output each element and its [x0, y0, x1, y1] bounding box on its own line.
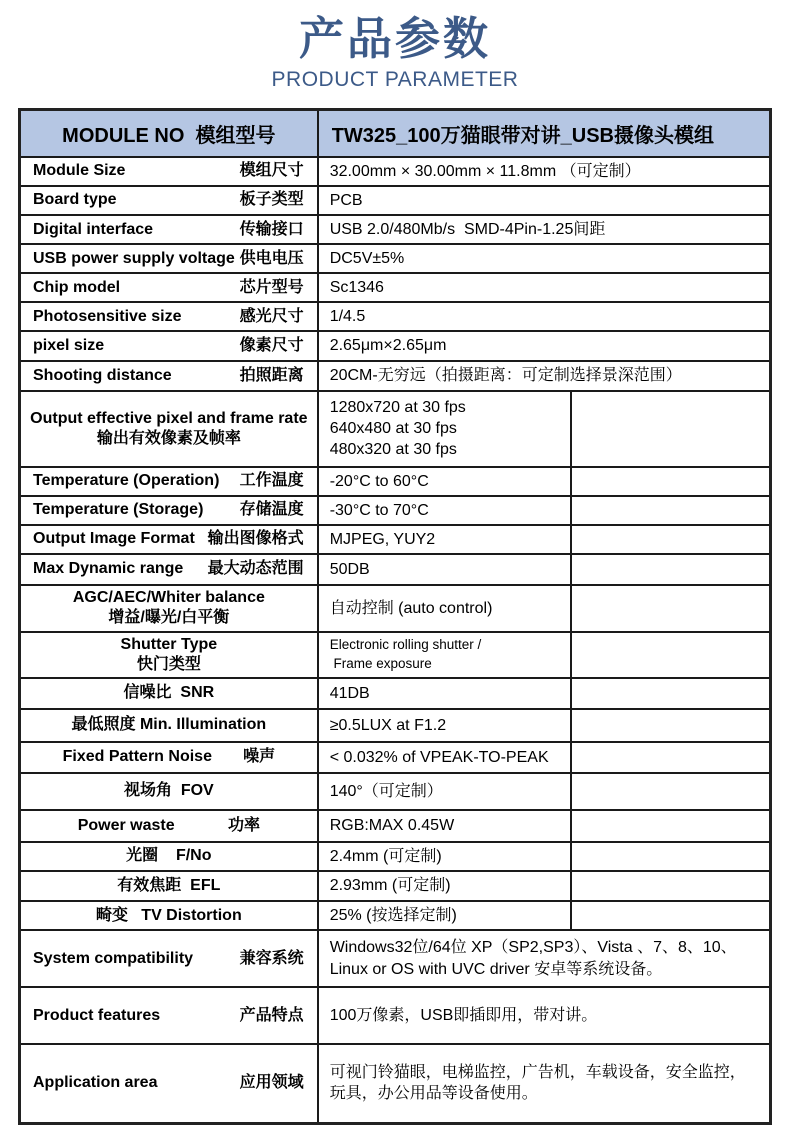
row-value-line: 可视门铃猫眼，电梯监控，广告机，车载设备，安全监控，	[329, 1064, 746, 1082]
row-value-line: 25% (按选择定制)	[329, 906, 457, 924]
table-row	[20, 742, 771, 773]
row-empty-cell	[571, 632, 771, 678]
row-value-cell	[318, 496, 571, 525]
row-label-primary: Photosensitive size	[33, 307, 182, 325]
row-value-line: PCB	[329, 191, 363, 209]
row-label-cell	[20, 1044, 318, 1123]
row-label-cell	[20, 496, 318, 525]
row-label-cell	[20, 525, 318, 554]
table-row	[20, 361, 771, 391]
row-value-cell	[318, 273, 771, 302]
row-empty-cell	[571, 496, 771, 525]
row-empty-cell	[571, 467, 771, 496]
row-value-line: 41DB	[329, 684, 370, 702]
row-label-primary: Fixed Pattern Noise 噪声	[62, 748, 276, 766]
row-label-secondary: 应用领域	[239, 1074, 304, 1092]
row-label-cell	[20, 554, 318, 585]
row-value-line: 140°（可定制）	[329, 782, 443, 800]
table-row	[20, 632, 771, 678]
row-label-secondary: 最大动态范围	[207, 560, 304, 578]
row-label-secondary: 供电电压	[239, 249, 304, 267]
row-label-secondary: 输出有效像素及帧率	[96, 429, 241, 447]
row-empty-cell	[571, 742, 771, 773]
row-value-cell	[318, 842, 571, 871]
row-label	[21, 336, 317, 356]
row-value-cell	[318, 157, 771, 186]
row-label	[21, 529, 317, 549]
row-value-line: MJPEG, YUY2	[329, 530, 436, 548]
row-label-primary: Shutter Type	[120, 635, 218, 653]
row-label-secondary: 快门类型	[136, 655, 201, 673]
row-label	[21, 161, 317, 181]
row-empty-cell	[571, 525, 771, 554]
row-empty-cell	[571, 678, 771, 709]
row-label-secondary: 输出图像格式	[207, 530, 304, 548]
table-header-row	[20, 109, 771, 157]
row-label-secondary: 像素尺寸	[239, 336, 304, 354]
row-label-cell	[20, 773, 318, 810]
row-empty-cell	[571, 585, 771, 632]
row-value-line: DC5V±5%	[329, 250, 405, 268]
row-value-line: 2.93mm (可定制)	[329, 877, 451, 895]
row-value-cell	[318, 361, 771, 391]
row-label	[21, 906, 317, 926]
row-label-primary: Shooting distance	[33, 366, 172, 384]
row-value-cell	[318, 585, 571, 632]
table-row	[20, 554, 771, 585]
row-value-cell	[318, 467, 571, 496]
row-value-cell	[318, 302, 771, 331]
row-label	[21, 683, 317, 703]
row-label	[21, 846, 317, 866]
row-label-primary: Product features	[33, 1006, 161, 1024]
row-label-primary: Application area	[33, 1074, 158, 1092]
row-label-cell	[20, 157, 318, 186]
table-row	[20, 467, 771, 496]
table-row	[20, 391, 771, 467]
row-value-cell	[318, 901, 571, 930]
row-label-primary: 光圈 F/No	[126, 847, 212, 865]
table-row	[20, 496, 771, 525]
row-label-cell	[20, 742, 318, 773]
row-value-cell	[318, 871, 571, 901]
row-label-primary: 有效焦距 EFL	[117, 876, 221, 894]
row-label-cell	[20, 467, 318, 496]
page-subtitle: PRODUCT PARAMETER	[271, 67, 519, 91]
spec-table	[18, 108, 772, 1125]
row-empty-cell	[571, 810, 771, 842]
row-label-cell	[20, 678, 318, 709]
row-label-cell	[20, 273, 318, 302]
table-row	[20, 842, 771, 871]
row-label-primary: Power waste 功率	[77, 816, 260, 834]
row-label	[21, 249, 317, 269]
row-label	[21, 1073, 317, 1093]
row-value-cell	[318, 186, 771, 215]
table-row	[20, 930, 771, 987]
row-label-secondary: 模组尺寸	[239, 162, 304, 180]
row-label	[21, 635, 317, 675]
row-label-cell	[20, 632, 318, 678]
table-row	[20, 585, 771, 632]
row-label	[21, 781, 317, 801]
row-label-cell	[20, 244, 318, 273]
row-label	[21, 307, 317, 327]
row-value-line: RGB:MAX 0.45W	[329, 817, 455, 835]
table-row	[20, 871, 771, 901]
row-value-cell	[318, 554, 571, 585]
row-label	[21, 366, 317, 386]
row-label-cell	[20, 987, 318, 1044]
table-row	[20, 244, 771, 273]
row-value-cell	[318, 391, 571, 467]
row-value-line: Electronic rolling shutter /	[329, 636, 482, 652]
row-label-cell	[20, 215, 318, 244]
row-value-line: ≥0.5LUX at F1.2	[329, 716, 447, 734]
row-label	[21, 471, 317, 491]
row-label-cell	[20, 302, 318, 331]
row-label-primary: Chip model	[33, 278, 121, 296]
row-value-line: 100万像素，USB即插即用，带对讲。	[329, 1007, 598, 1024]
row-value-cell	[318, 632, 571, 678]
row-label-secondary: 产品特点	[239, 1006, 304, 1024]
table-row	[20, 678, 771, 709]
table-row	[20, 1044, 771, 1123]
row-label	[21, 876, 317, 896]
table-row	[20, 709, 771, 742]
row-value-cell	[318, 525, 571, 554]
row-value-line: -30°C to 70°C	[329, 501, 429, 519]
row-value-line: 玩具，办公用品等设备使用。	[329, 1085, 538, 1103]
row-label-secondary: 兼容系统	[239, 949, 304, 967]
row-value-cell	[318, 930, 771, 987]
row-value-cell	[318, 244, 771, 273]
row-label-primary: Max Dynamic range	[33, 560, 184, 578]
row-value-line: 32.00mm × 30.00mm × 11.8mm （可定制）	[329, 162, 641, 180]
table-row	[20, 302, 771, 331]
row-label-cell	[20, 391, 318, 467]
table-row	[20, 987, 771, 1044]
table-row	[20, 186, 771, 215]
row-value-line: 480x320 at 30 fps	[329, 441, 457, 459]
row-empty-cell	[571, 709, 771, 742]
row-label-primary: Temperature (Operation)	[33, 472, 220, 490]
row-value-line: Linux or OS with UVC driver 安卓等系统设备。	[329, 960, 663, 978]
row-value-line: 20CM-无穷远（拍摄距离：可定制选择景深范围）	[329, 366, 682, 384]
row-label-cell	[20, 709, 318, 742]
row-label-secondary: 拍照距离	[239, 366, 304, 384]
row-label-secondary: 芯片型号	[239, 278, 304, 296]
row-label-cell	[20, 331, 318, 360]
row-value-line: 50DB	[329, 560, 370, 578]
row-empty-cell	[571, 871, 771, 901]
row-label-cell	[20, 842, 318, 871]
row-value-cell	[318, 678, 571, 709]
row-label-primary: Module Size	[33, 162, 126, 180]
row-label-primary: Board type	[33, 191, 117, 209]
row-value-cell	[318, 331, 771, 360]
row-empty-cell	[571, 901, 771, 930]
row-label-secondary: 传输接口	[239, 220, 304, 238]
row-label	[21, 949, 317, 969]
row-label-primary: AGC/AEC/Whiter balance	[72, 589, 265, 607]
row-label	[21, 278, 317, 298]
header-module-no-value: TW325_100万猫眼带对讲_USB摄像头模组	[318, 109, 771, 157]
row-label-primary: 信噪比 SNR	[123, 684, 215, 702]
row-label	[21, 500, 317, 520]
row-label-primary: Output effective pixel and frame rate	[30, 409, 308, 427]
row-label-primary: Digital interface	[33, 220, 154, 238]
row-value-line: 1280x720 at 30 fps	[329, 398, 466, 416]
row-empty-cell	[571, 554, 771, 585]
row-label	[21, 747, 317, 767]
row-value-line: -20°C to 60°C	[329, 472, 429, 490]
row-value-line: 自动控制 (auto control)	[329, 599, 493, 617]
row-value-cell	[318, 742, 571, 773]
row-value-cell	[318, 773, 571, 810]
row-label-secondary: 板子类型	[239, 191, 304, 209]
row-label	[21, 409, 317, 449]
row-label	[21, 816, 317, 836]
row-label-cell	[20, 930, 318, 987]
row-label-secondary: 增益/曝光/白平衡	[108, 609, 230, 627]
row-empty-cell	[571, 773, 771, 810]
row-label-cell	[20, 585, 318, 632]
row-value-cell	[318, 215, 771, 244]
row-value-line: USB 2.0/480Mb/s SMD-4Pin-1.25间距	[329, 220, 606, 238]
row-empty-cell	[571, 842, 771, 871]
row-label-cell	[20, 871, 318, 901]
row-label-cell	[20, 186, 318, 215]
row-value-line: 1/4.5	[329, 308, 366, 326]
row-label-secondary: 存储温度	[239, 501, 304, 519]
row-label-primary: USB power supply voltage	[33, 249, 235, 267]
row-value-line: Frame exposure	[329, 655, 432, 671]
row-label-cell	[20, 901, 318, 930]
table-row	[20, 901, 771, 930]
row-value-line: < 0.032% of VPEAK-TO-PEAK	[329, 748, 549, 766]
row-label	[21, 1006, 317, 1026]
row-value-line: 640x480 at 30 fps	[329, 419, 457, 437]
row-label-primary: Temperature (Storage)	[33, 501, 204, 519]
row-value-cell	[318, 987, 771, 1044]
table-row	[20, 157, 771, 186]
table-row	[20, 215, 771, 244]
table-row	[20, 773, 771, 810]
page-title: 产品参数	[298, 13, 491, 64]
table-row	[20, 810, 771, 842]
row-value-cell	[318, 810, 571, 842]
row-label-cell	[20, 361, 318, 391]
row-label-primary: 视场角 FOV	[123, 782, 214, 800]
table-row	[20, 525, 771, 554]
row-label-secondary: 感光尺寸	[239, 307, 304, 325]
row-value-line: 2.65μm×2.65μm	[329, 337, 447, 355]
row-label	[21, 715, 317, 735]
row-label	[21, 588, 317, 628]
row-label-primary: System compatibility	[33, 949, 194, 967]
row-value-line: 2.4mm (可定制)	[329, 847, 442, 865]
row-label-primary: Output Image Format	[33, 530, 195, 548]
row-label-primary: 畸变 TV Distortion	[95, 906, 242, 924]
row-value-cell	[318, 1044, 771, 1123]
row-label-primary: pixel size	[33, 336, 105, 354]
row-label-cell	[20, 810, 318, 842]
row-value-line: Windows32位/64位 XP（SP2,SP3）、Vista 、7、8、10、	[329, 939, 737, 957]
row-value-line: Sc1346	[329, 279, 384, 297]
row-value-cell	[318, 709, 571, 742]
row-empty-cell	[571, 391, 771, 467]
row-label-primary: 最低照度 Min. Illumination	[71, 716, 267, 734]
row-label	[21, 220, 317, 240]
row-label	[21, 190, 317, 210]
row-label	[21, 559, 317, 579]
title-block	[0, 0, 790, 92]
header-module-no-label: MODULE NO 模组型号	[20, 109, 318, 157]
table-row	[20, 331, 771, 360]
table-row	[20, 273, 771, 302]
row-label-secondary: 工作温度	[239, 472, 304, 490]
